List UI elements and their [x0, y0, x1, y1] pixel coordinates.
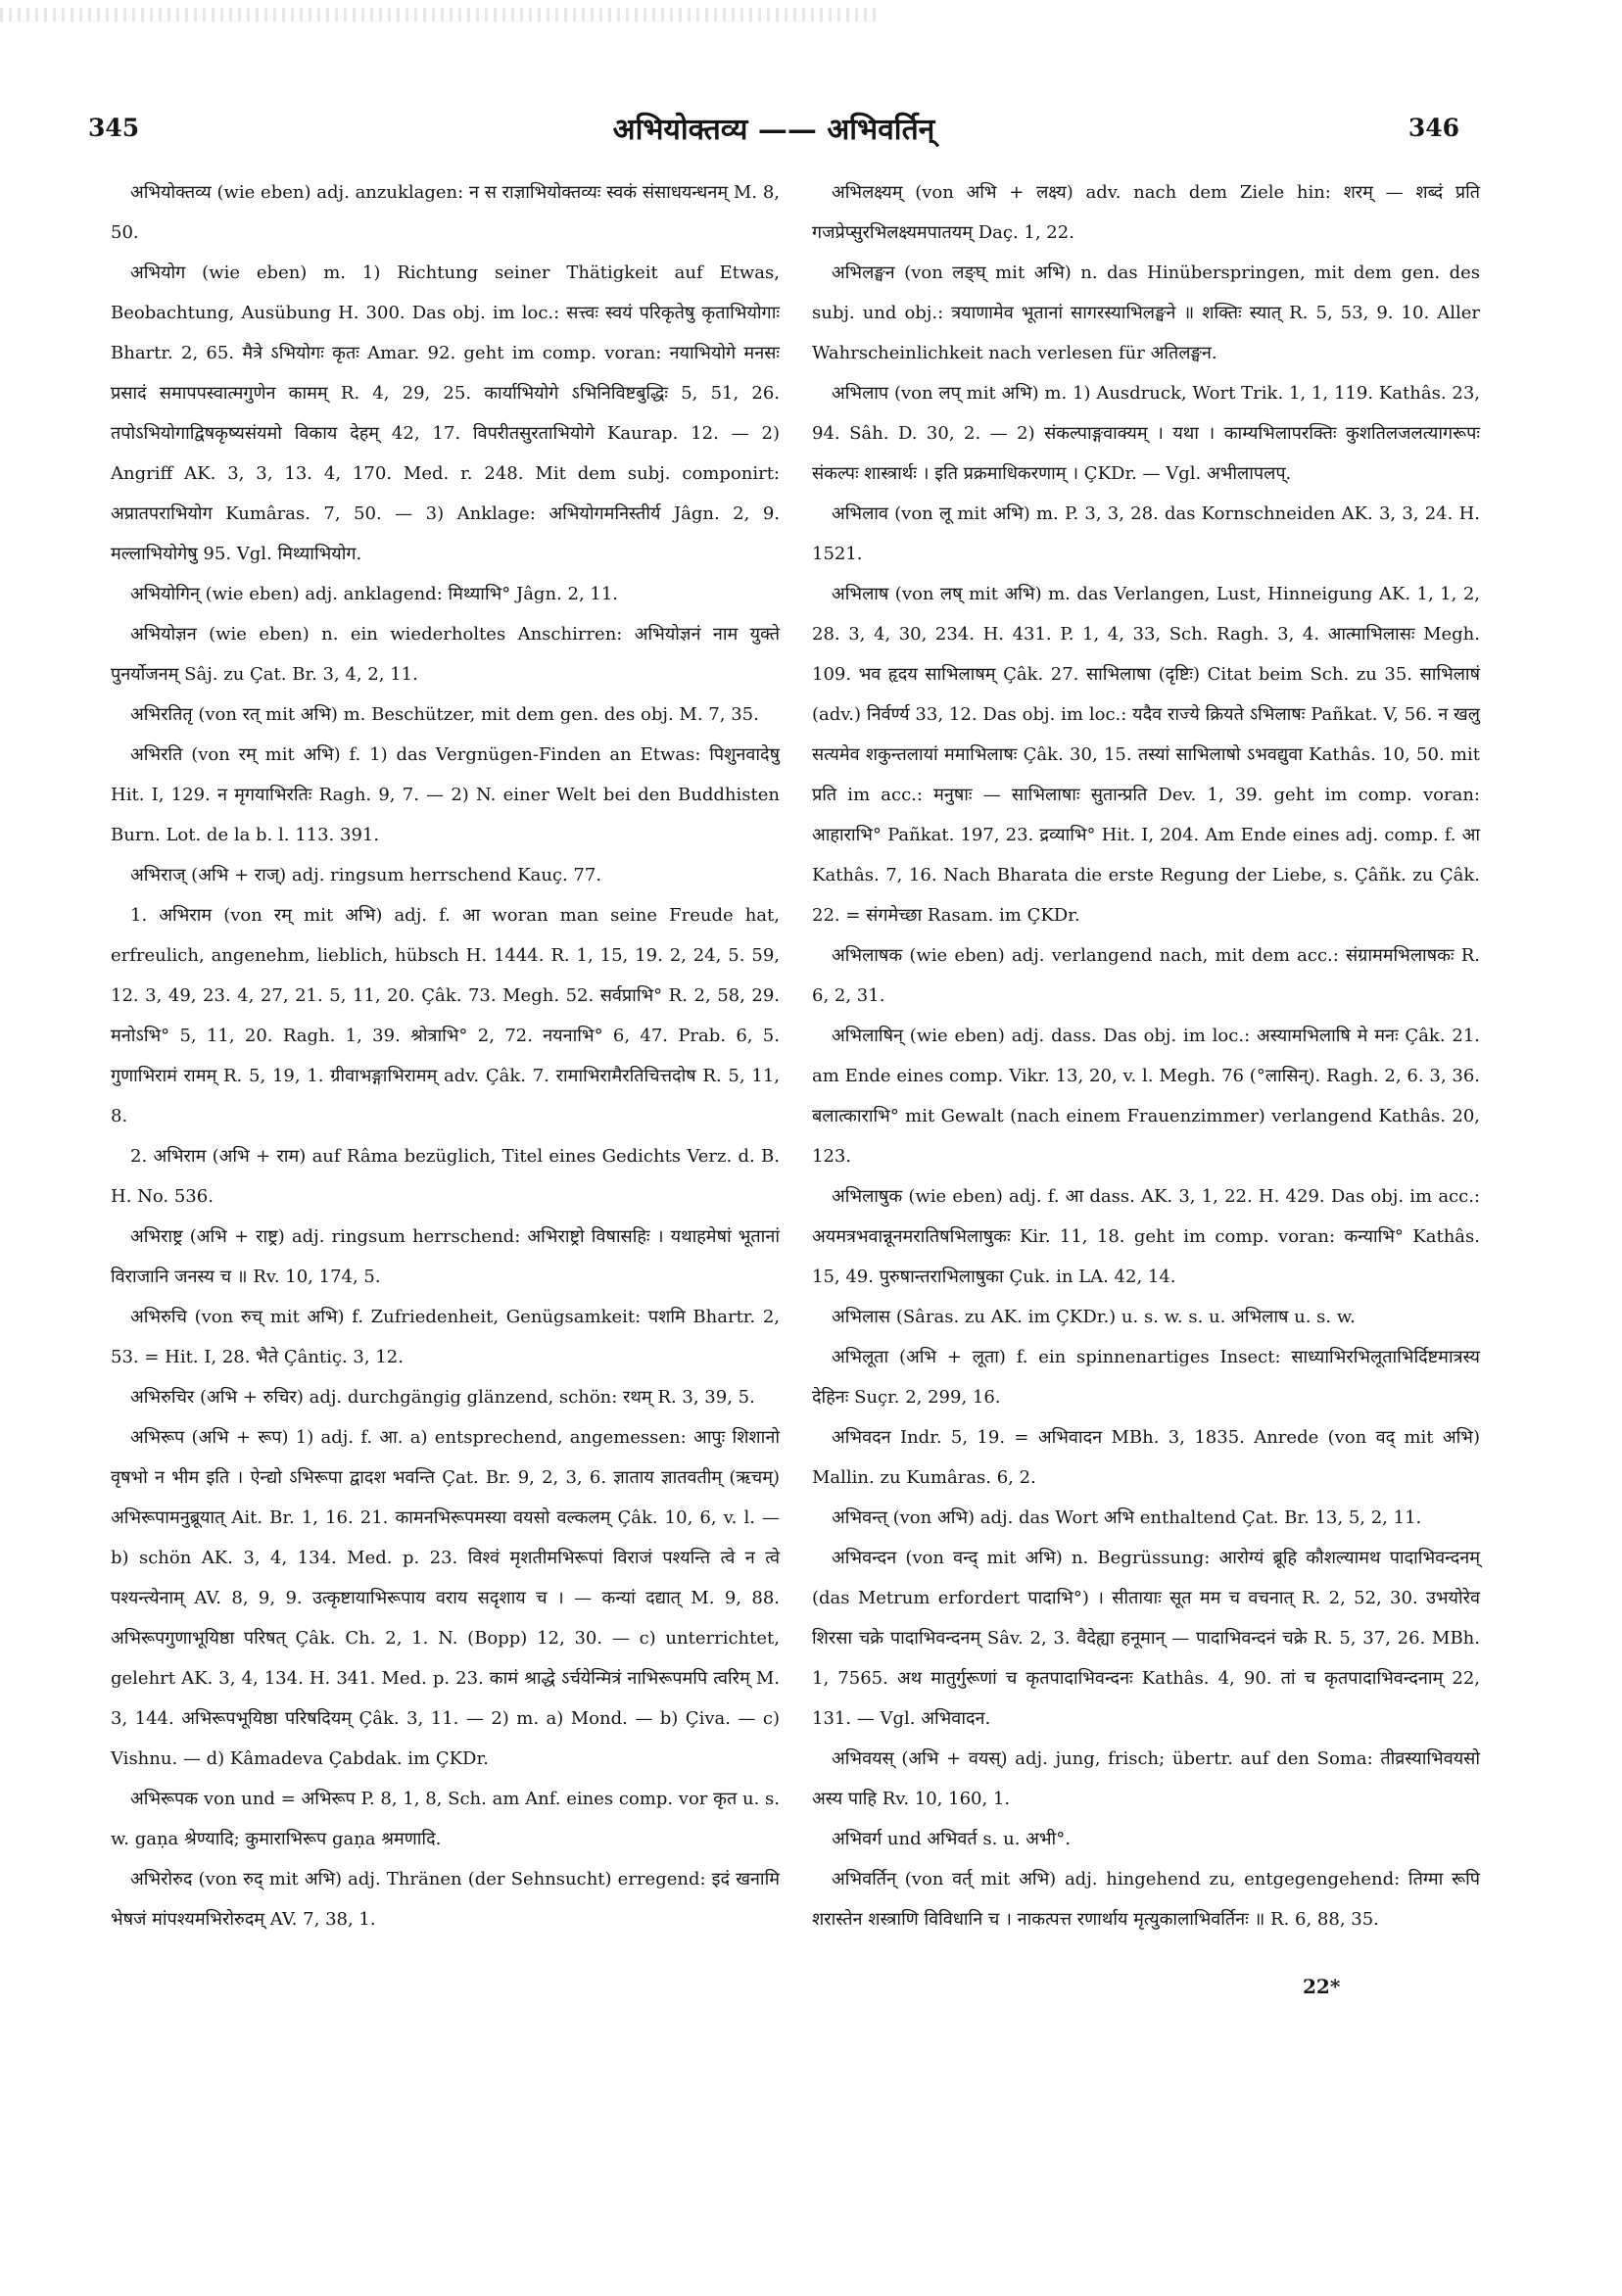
- right-page-number: 346: [1407, 114, 1459, 142]
- entry-abhiyoktavya: अभियोक्तव्य (wie eben) adj. anzuklagen: न स राज्ञाभियोक्तव्यः स्वकं संसाधयन्धनम् M. 8, 50.: [111, 182, 780, 243]
- scan-artifact-strip: [0, 8, 882, 22]
- entry-abhirupaka: अभिरूपक von und = अभिरूप P. 8, 1, 8, Sch. am Anf. eines comp. vor कृत u. s. w. gaṇa श्रेण्यादि; कुमाराभिरूप gaṇa श्रमणादि.: [111, 1789, 780, 1849]
- entry-abhivarga: अभिवर्ग und अभिवर्त s. u. अभी°.: [832, 1829, 1071, 1849]
- entry-abhilashaka: अभिलाषक (wie eben) adj. verlangend nach, mit dem acc.: संग्राममभिलाषकः R. 6, 2, 31.: [812, 945, 1480, 1006]
- entry-abhiyogin: अभियोगिन् (wie eben) adj. anklagend: मिथ्याभि° Jâgn. 2, 11.: [130, 584, 619, 604]
- entry-abhivandana: अभिवन्दन (von वन्द् mit अभि) n. Begrüssung: आरोग्यं ब्रूहि कौशल्यामथ पादाभिवन्दनम् (das Metrum erfordert पादाभि°) । सीतायाः सूत मम च वचनात् R. 2, 52, 30. उभयोरेव शिरसा चक्रे पादाभिवन्दनम् Sâv. 2, 3. वैदेह्या हनूमान् — पादाभिवन्दनं चक्रे R. 5, 37, 26. MBh. 1, 7565. अथ मातुर्गुरूणां च कृतपादाभिवन्दनः Kathâs. 4, 90. तां च कृतपादाभिवन्दनाम् 22, 131. — Vgl. अभिवादन.: [812, 1548, 1480, 1729]
- entry-abhilashuka: अभिलाषुक (wie eben) adj. f. आ dass. AK. 3, 1, 22. H. 429. Das obj. im acc.: अयमत्रभवान्नूनमरातिषभिलाषुकः Kir. 11, 18. geht im comp. voran: कन्याभि° Kathâs. 15, 49. पुरुषान्तराभिलाषुका Çuk. in LA. 42, 14.: [812, 1186, 1480, 1287]
- entry-abhilashin: अभिलाषिन् (wie eben) adj. dass. Das obj. im loc.: अस्यामभिलाषि मे मनः Çâk. 21. am Ende eines comp. Vikr. 13, 20, v. l. Megh. 76 (°लासिन्). Ragh. 2, 6. 3, 36. बलात्काराभि° mit Gewalt (nach einem Frauenzimmer) verlangend Kathâs. 20, 123.: [812, 1026, 1480, 1167]
- entry-abhivant: अभिवन्त् (von अभि) adj. das Wort अभि enthaltend Çat. Br. 13, 5, 2, 11.: [832, 1507, 1422, 1528]
- page-header: [88, 114, 1459, 153]
- right-column: [812, 172, 1480, 1939]
- entry-abhivartin: अभिवर्तिन् (von वर्त् mit अभि) adj. hingehend zu, entgegengehend: तिग्मा रूपि शरास्तेन शस्त्राणि विविधानि च । नाकत्पत्त रणार्थाय मृत्युकालाभिवर्तिनः ॥ R. 6, 88, 35.: [812, 1869, 1480, 1930]
- entry-abhirama-2: 2. अभिराम (अभि + राम) auf Râma bezüglich, Titel eines Gedichts Verz. d. B. H. No. 536.: [111, 1146, 780, 1207]
- entry-abhilakshyam: अभिलक्ष्यम् (von अभि + लक्ष्य) adv. nach dem Ziele hin: शरम् — शब्दं प्रति गजप्रेप्सुरभिलक्ष्यमपातयम् Daç. 1, 22.: [812, 182, 1480, 243]
- entry-abhirakshitar: अभिरतितृ (von रत् mit अभि) m. Beschützer, mit dem gen. des obj. M. 7, 35.: [130, 704, 759, 725]
- entry-abhirama-1: 1. अभिराम (von रम् mit अभि) adj. f. आ woran man seine Freude hat, erfreulich, angenehm, lieblich, hübsch H. 1444. R. 1, 15, 19. 2, 24, 5. 59, 12. 3, 49, 23. 4, 27, 21. 5, 11, 20. Çâk. 73. Megh. 52. सर्वप्राभि° R. 2, 58, 29. मनोऽभि° 5, 11, 20. Ragh. 1, 39. श्रोत्राभि° 2, 72. नयनाभि° 6, 47. Prab. 6, 5. गुणाभिरामं रामम् R. 5, 19, 1. ग्रीवाभङ्गाभिरामम् adv. Çâk. 7. रामाभिरामैरतिचित्तदोष R. 5, 11, 8.: [111, 905, 780, 1126]
- entry-abhirashtra: अभिराष्ट्र (अभि + राष्ट्र) adj. ringsum herrschend: अभिराष्ट्रो विषासहिः । यथाहमेषां भूतानां विराजानि जनस्य च ॥ Rv. 10, 174, 5.: [111, 1226, 780, 1287]
- signature-mark: 22*: [1303, 1975, 1341, 1998]
- entry-abhiraj: अभिराज् (अभि + राज्) adj. ringsum herrschend Kauç. 77.: [130, 865, 602, 885]
- entry-abhilasa: अभिलास (Sâras. zu AK. im ÇKDr.) u. s. w. s. u. अभिलाष u. s. w.: [832, 1307, 1356, 1327]
- entry-abhiroruda: अभिरोरुद (von रुद् mit अभि) adj. Thränen (der Sehnsucht) erregend: इदं खनामि भेषजं मांपश्यमभिरोरुदम् AV. 7, 38, 1.: [111, 1869, 780, 1930]
- entry-abhiyoga: अभियोग (wie eben) m. 1) Richtung seiner Thätigkeit auf Etwas, Beobachtung, Ausübung H. 300. Das obj. im loc.: सत्त्वः स्वयं परिकृतेषु कृताभियोगाः Bhartr. 2, 65. मैत्रे ऽभियोगः कृतः Amar. 92. geht im comp. voran: नयाभियोगे मनसः प्रसादं समापपस्वात्मगुणेन कामम् R. 4, 29, 25. कार्याभियोगे ऽभिनिविष्टबुद्धिः 5, 51, 26. तपोऽभियोगाद्विषकृष्यसंयमो विकाय देहम् 42, 17. विपरीतसुरताभियोगे Kaurap. 12. — 2) Angriff AK. 3, 3, 13. 4, 170. Med. r. 248. Mit dem subj. componirt: अप्रातपराभियोग Kumâras. 7, 50. — 3) Anklage: अभियोगमनिस्तीर्य Jâgn. 2, 9. मल्लाभियोगेषु 95. Vgl. मिथ्याभियोग.: [111, 263, 780, 564]
- entry-abhilapa: अभिलाप (von लप् mit अभि) m. 1) Ausdruck, Wort Trik. 1, 1, 119. Kathâs. 23, 94. Sâh. D. 30, 2. — 2) संकल्पाङ्गवाक्यम् । यथा । काम्यभिलापरक्तिः कुशतिलजलत्यागरूपः संकल्पः शास्त्रार्थः । इति प्रक्रमाधिकरणाम् । ÇKDr. — Vgl. अभीलापलप्.: [812, 383, 1480, 484]
- entry-abhirati: अभिरति (von रम् mit अभि) f. 1) das Vergnügen-Finden an Etwas: पिशुनवादेषु Hit. I, 129. न मृगयाभिरतिः Ragh. 9, 7. — 2) N. einer Welt bei den Buddhisten Burn. Lot. de la b. l. 113. 391.: [111, 744, 780, 845]
- entry-abhirucira: अभिरुचिर (अभि + रुचिर) adj. durchgängig glänzend, schön: रथम् R. 3, 39, 5.: [130, 1387, 755, 1408]
- entry-abhilanghana: अभिलङ्घन (von लङ्घ् mit अभि) n. das Hinüberspringen, mit dem gen. des subj. und obj.: त्रयाणामेव भूतानां सागरस्याभिलङ्घने ॥ शक्तिः स्यात् R. 5, 53, 9. 10. Aller Wahrscheinlichkeit nach verlesen für अतिलङ्घन.: [812, 263, 1480, 363]
- entry-abhiluta: अभिलूता (अभि + लूता) f. ein spinnenartiges Insect: साध्याभिरभिलूताभिर्दिष्टमात्रस्य देहिनः Suçr. 2, 299, 16.: [812, 1347, 1480, 1408]
- entry-abhirupa: अभिरूप (अभि + रूप) 1) adj. f. आ. a) entsprechend, angemessen: आपुः शिशानो वृषभो न भीम इति । ऐन्द्यो ऽभिरूपा द्वादश भवन्ति Çat. Br. 9, 2, 3, 6. ज्ञाताय ज्ञातवतीम् (ऋचम्) अभिरूपामनुब्रूयात् Ait. Br. 1, 16. 21. कामनभिरूपमस्या वयसो वल्कलम् Çâk. 10, 6, v. l. — b) schön AK. 3, 4, 134. Med. p. 23. विश्वं मृशतीमभिरूपां विराजं पश्यन्ति त्वे न त्वे पश्यन्त्येनाम् AV. 8, 9, 9. उत्कृष्टायाभिरूपाय वराय सदृशाय च । — कन्यां दद्यात् M. 9, 88. अभिरूपगुणाभूयिष्ठा परिषत् Çâk. Ch. 2, 1. N. (Bopp) 12, 30. — c) unterrichtet, gelehrt AK. 3, 4, 134. H. 341. Med. p. 23. कामं श्राद्धे ऽर्चयेन्मित्रं नाभिरूपमपि त्वरिम् M. 3, 144. अभिरूपभूयिष्ठा परिषदियम् Çâk. 3, 11. — 2) m. a) Mond. — b) Çiva. — c) Vishnu. — d) Kâmadeva Çabdak. im ÇKDr.: [111, 1427, 780, 1769]
- entry-abhilasha: अभिलाष (von लष् mit अभि) m. das Verlangen, Lust, Hinneigung AK. 1, 1, 2, 28. 3, 4, 30, 234. H. 431. P. 1, 4, 33, Sch. Ragh. 3, 4. आत्माभिलासः Megh. 109. भव हृदय साभिलाषम् Çâk. 27. साभिलाषा (दृष्टिः) Citat beim Sch. zu 35. साभिलाषं (adv.) निर्वर्ण्य 33, 12. Das obj. im loc.: यदैव राज्ये क्रियते ऽभिलाषः Pañkat. V, 56. न खलु सत्यमेव शकुन्तलायां ममाभिलाषः Çâk. 30, 15. तस्यां साभिलाषो ऽभवद्युवा Kathâs. 10, 50. mit प्रति im acc.: मनुषाः — साभिलाषाः सुतान्प्रति Dev. 1, 39. geht im comp. voran: आहाराभि° Pañkat. 197, 23. द्रव्याभि° Hit. I, 204. Am Ende eines adj. comp. f. आ Kathâs. 7, 16. Nach Bharata die erste Regung der Liebe, s. Çâñk. zu Çâk. 22. = संगमेच्छा Rasam. im ÇKDr.: [812, 584, 1480, 926]
- entry-abhilava: अभिलाव (von लू mit अभि) m. P. 3, 3, 28. das Kornschneiden AK. 3, 3, 24. H. 1521.: [812, 503, 1480, 564]
- entry-abhiruci: अभिरुचि (von रुच् mit अभि) f. Zufriedenheit, Genügsamkeit: पशमि Bhartr. 2, 53. = Hit. I, 28. भैते Çântiç. 3, 12.: [111, 1307, 780, 1367]
- running-head: अभियोक्तव्य —— अभिवर्तिन्: [612, 113, 935, 147]
- entry-abhivadana: अभिवदन Indr. 5, 19. = अभिवादन MBh. 3, 1835. Anrede (von वद् mit अभि) Mallin. zu Kumâras. 6, 2.: [812, 1427, 1480, 1488]
- left-column: [111, 172, 780, 1939]
- entry-abhivayas: अभिवयस् (अभि + वयस्) adj. jung, frisch; übertr. auf den Soma: तीव्रस्याभिवयसो अस्य पाहि Rv. 10, 160, 1.: [812, 1748, 1480, 1809]
- left-page-number: 345: [88, 114, 140, 142]
- entry-abhiyojana: अभियोज्ञन (wie eben) n. ein wiederholtes Anschirren: अभियोज्ञनं नाम युक्ते पुनर्योजनम् Sâj. zu Çat. Br. 3, 4, 2, 11.: [111, 624, 780, 685]
